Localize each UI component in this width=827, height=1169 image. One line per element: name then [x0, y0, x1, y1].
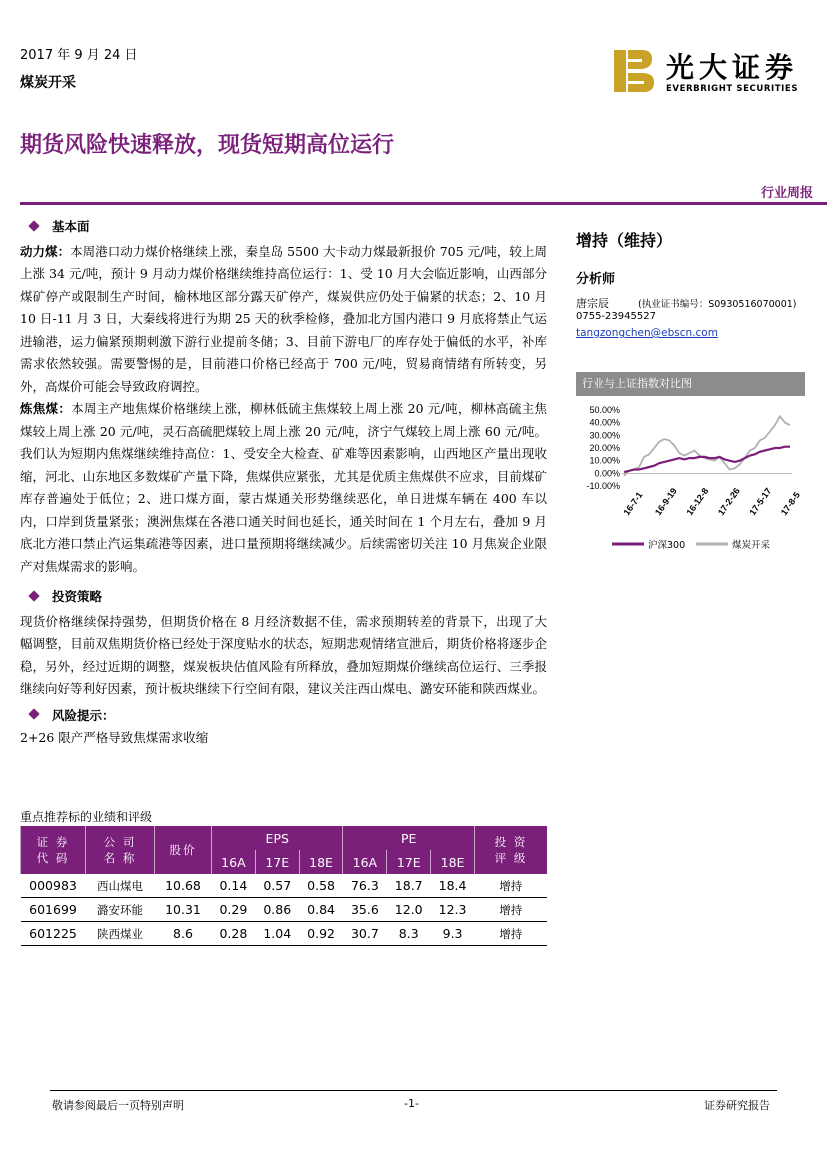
cell-eps-18e: 0.58: [299, 874, 343, 898]
cell-eps-18e: 0.92: [299, 922, 343, 946]
header-eps-17e: 17E: [255, 850, 299, 874]
y-tick-label: 50.00%: [589, 405, 620, 415]
cell-price: 10.31: [155, 898, 212, 922]
x-tick-label: 16-12-8: [684, 485, 711, 518]
header-eps: EPS: [212, 826, 343, 850]
header-code: 证 券 代 码: [21, 826, 86, 874]
cell-pe-17e: 12.0: [387, 898, 431, 922]
analyst-heading: 分析师: [576, 272, 616, 287]
analyst-name: 唐宗辰: [576, 297, 609, 310]
header-pe-17e: 17E: [387, 850, 431, 874]
footer-disclaimer: 敬请参阅最后一页特别声明: [52, 1099, 184, 1112]
cell-price: 8.6: [155, 922, 212, 946]
footer-report-label: 证券研究报告: [704, 1099, 770, 1112]
cell-code: 601225: [21, 922, 86, 946]
y-tick-label: 30.00%: [589, 430, 620, 441]
cell-eps-17e: 1.04: [255, 922, 299, 946]
legend-label-coal: 煤炭开采: [732, 540, 771, 551]
rating-label: 增持（维持）: [576, 231, 673, 250]
y-tick-label: 10.00%: [589, 455, 620, 466]
x-tick-label: 16-7-1: [621, 490, 645, 518]
header-pe: PE: [343, 826, 475, 850]
paragraph-risk: 2+26 限产严格导致焦煤需求收缩: [20, 730, 209, 745]
logo-chinese-name: 光大证券: [666, 51, 799, 84]
cell-code: 601699: [21, 898, 86, 922]
analyst-phone: 0755-23945527: [576, 311, 656, 322]
header-eps-16a: 16A: [212, 850, 256, 874]
x-tick-label: 17-5-17: [747, 485, 774, 518]
page-number: -1-: [404, 1097, 419, 1110]
report-date: 2017 年 9 月 24 日: [20, 48, 138, 63]
cell-pe-16a: 76.3: [343, 874, 387, 898]
analyst-certificate: (执业证书编号：S0930516070001): [638, 299, 797, 310]
table-caption: 重点推荐标的业绩和评级: [20, 810, 153, 824]
sector-label: 煤炭开采: [20, 75, 76, 91]
cell-code: 000983: [21, 874, 86, 898]
paragraph-strategy: 现货价格继续保持强势，但期货价格在 8 月经济数据不佳，需求预期转差的背景下，出现了大幅调整，目前双焦期货价格已经处于深度贴水的状态，短期悲观情绪宣泄后，期货价格将逐步企稳，另外，经过近期的调整，煤炭板块估值风险有所释放，叠加短期煤价继续高位运行、三季报继续向好等利好因素，预计板块继续下行空间有限，建议关注西山煤电、潞安环能和陕西煤业。: [20, 613, 547, 696]
logo-english-name: EVERBRIGHT SECURITIES: [666, 84, 799, 94]
cell-eps-16a: 0.29: [212, 898, 256, 922]
report-type-label: 行业周报: [760, 186, 813, 201]
comparison-line-chart: [572, 402, 812, 562]
y-tick-label: 40.00%: [589, 417, 620, 428]
header-name: 公 司 名 称: [86, 826, 155, 874]
x-tick-label: 16-9-19: [652, 485, 679, 518]
cell-eps-16a: 0.28: [212, 922, 256, 946]
table-row: [21, 898, 548, 922]
cell-pe-16a: 30.7: [343, 922, 387, 946]
section-heading-strategy: 投资策略: [20, 586, 547, 609]
cell-eps-17e: 0.57: [255, 874, 299, 898]
header-rating: 投 资 评 级: [475, 826, 548, 874]
header-eps-18e: 18E: [299, 850, 343, 874]
cell-eps-18e: 0.84: [299, 898, 343, 922]
footer-divider: [50, 1090, 777, 1091]
cell-rating: 增持: [475, 874, 548, 898]
x-tick-label: 17-2-26: [715, 485, 742, 518]
recommendation-table: [20, 826, 547, 946]
header-pe-18e: 18E: [431, 850, 475, 874]
diamond-bullet-icon: [28, 590, 39, 601]
cell-name: 陕西煤业: [86, 922, 155, 946]
cell-pe-18e: 12.3: [431, 898, 475, 922]
y-tick-label: 20.00%: [589, 443, 620, 453]
cell-pe-17e: 18.7: [387, 874, 431, 898]
cell-pe-17e: 8.3: [387, 922, 431, 946]
cell-pe-18e: 18.4: [431, 874, 475, 898]
header-price: 股价: [155, 826, 212, 874]
cell-price: 10.68: [155, 874, 212, 898]
paragraph-label: 动力煤：: [20, 243, 71, 259]
everbright-logo-icon: [614, 50, 654, 92]
cell-pe-18e: 9.3: [431, 922, 475, 946]
analyst-email-link[interactable]: tangzongchen@ebscn.com: [576, 327, 718, 339]
legend-label-hs300: 沪深300: [648, 540, 686, 551]
cell-rating: 增持: [475, 922, 548, 946]
cell-name: 潞安环能: [86, 898, 155, 922]
x-tick-label: 17-8-5: [778, 490, 802, 518]
cell-name: 西山煤电: [86, 874, 155, 898]
y-tick-label: -10.00%: [586, 481, 620, 491]
table-row: [21, 874, 548, 898]
cell-eps-16a: 0.14: [212, 874, 256, 898]
main-content: [20, 216, 547, 750]
section-heading-fundamentals: 基本面: [20, 216, 547, 239]
paragraph-coking-coal: 炼焦煤：本周主产地焦煤价格继续上涨，柳林低硫主焦煤较上周上涨 20 元/吨，柳林高硫主焦煤较上周上涨 20 元/吨，灵石高硫肥煤较上周上涨 20 元/吨，济宁气煤较上周上涨 60 元/吨。我们认为短期内焦煤继续维持高位：1、受安全大检查、矿难等因素影响，山西地区产量出现收缩，河北、山东地区多数煤矿产量下降，焦煤供应紧张，尤其是优质主焦煤供不应求，目前煤矿库存普遍处于低位；2、进口煤方面，蒙古煤通关形势继续恶化，单日进煤车辆在 400 车以内，口岸到货量紧张；澳洲焦煤在各港口通关时间也延长，通关时间在 1 个月左右，叠加 9 月底北方港口禁止汽运集疏港等因素，进口量预期将继续减少。后续需密切关注 10 月焦炭企业限产对焦煤需求的影响。: [20, 401, 547, 574]
section-heading-risk: 风险提示：: [20, 705, 547, 728]
y-tick-label: 0.00%: [594, 468, 620, 479]
cell-eps-17e: 0.86: [255, 898, 299, 922]
header-pe-16a: 16A: [343, 850, 387, 874]
diamond-bullet-icon: [28, 708, 39, 719]
table-row: [21, 922, 548, 946]
page-title: 期货风险快速释放，现货短期高位运行: [20, 133, 395, 158]
cell-rating: 增持: [475, 898, 548, 922]
paragraph-thermal-coal: 动力煤：本周港口动力煤价格继续上涨，秦皇岛 5500 大卡动力煤最新报价 705 元/吨，较上周上涨 34 元/吨，预计 9 月动力煤价格继续维持高位运行：1、受 10 月大会临近影响，山西部分煤矿停产或限制生产时间，榆林地区部分露天矿停产，煤炭供应仍处于偏紧的状态；2、10 月 10 日-11 月 3 日，大秦线将进行为期 25 天的秋季检修，叠加北方国内港口 9 月底将禁止气运进输港，运力偏紧预期刺激下游行业提前冬储；3、目前下游电厂的库存处于偏低的水平，补库需求依然较强。需要警惕的是，目前港口价格已经高于 700 元/吨，贸易商情绪有所转变，另外，高煤价可能会导致政府调控。: [20, 243, 547, 394]
cell-pe-16a: 35.6: [343, 898, 387, 922]
paragraph-label: 炼焦煤：: [20, 401, 72, 416]
chart-title: 行业与上证指数对比图: [576, 372, 805, 396]
diamond-bullet-icon: [28, 220, 39, 231]
header-divider: [20, 202, 827, 205]
